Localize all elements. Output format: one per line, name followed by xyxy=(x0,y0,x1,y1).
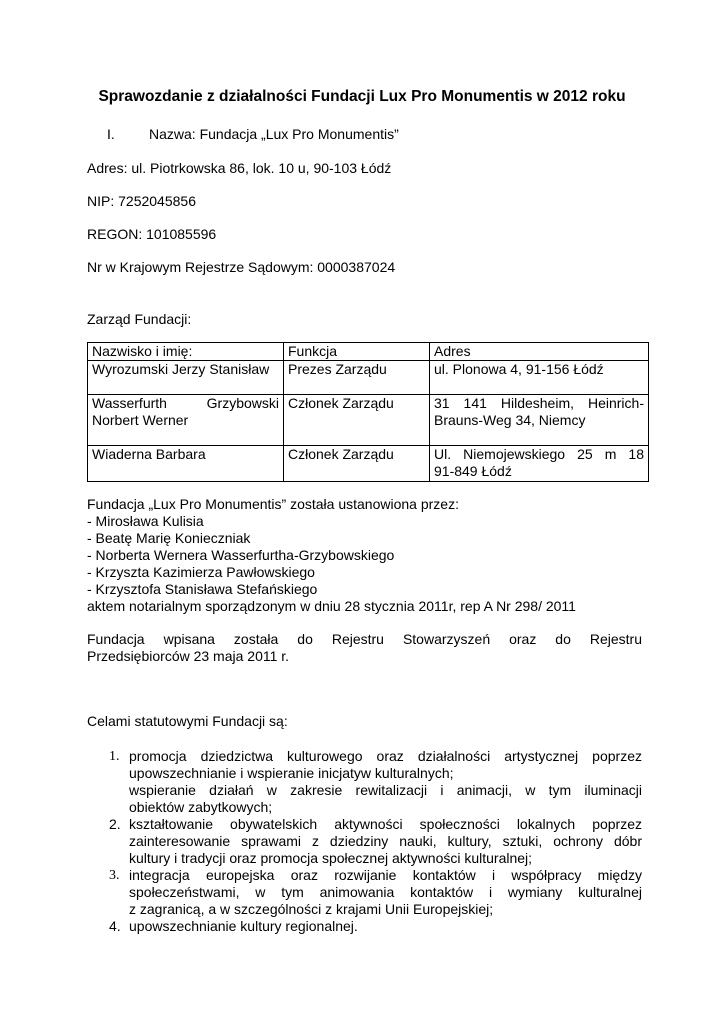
table-header-row xyxy=(88,343,649,361)
foundation-name: Nazwa: Fundacja „Lux Pro Monumentis” xyxy=(149,126,399,142)
table-row xyxy=(88,361,649,395)
list-item: 1. promocja dziedzictwa kulturowego oraz działalności artystycznej poprzez upowszechnianie i wspieranie inicjatyw kulturalnych; wspieranie działań w zakresie rewitalizacji i animacji, w tym iluminacji obiektów zabytkowych; xyxy=(109,748,642,815)
member-function: Prezes Zarządu xyxy=(284,361,430,395)
document-title: Sprawozdanie z działalności Fundacji Lux Pro Monumentis w 2012 roku xyxy=(98,88,626,105)
member-name: Wiaderna Barbara xyxy=(88,446,284,482)
founders-section xyxy=(87,496,642,615)
member-address: ul. Plonowa 4, 91-156 Łódź xyxy=(430,361,649,395)
board-heading: Zarząd Fundacji: xyxy=(87,311,192,327)
member-address: Ul. Niemojewskiego 25 m 18 91-849 Łódź xyxy=(430,446,649,482)
section-number: I. xyxy=(107,126,115,142)
krs-line: Nr w Krajowym Rejestrze Sądowym: 0000387024 xyxy=(87,259,396,275)
member-name: Wasserfurth Grzybowski Norbert Werner xyxy=(88,395,284,446)
table-row xyxy=(88,446,649,482)
list-item: 3. integracja europejska oraz rozwijanie kontaktów i współpracy między społeczeństwami, w tym animowania kontaktów i wymiany kulturalnej z zagranicą, a w szczególności z krajami Unii Europejskiej; xyxy=(109,867,642,917)
list-item: - Mirosława Kulisia xyxy=(87,513,204,529)
list-item: - Beatę Marię Konieczniak xyxy=(87,530,251,546)
notarial-act: aktem notarialnym sporządzonym w dniu 28 stycznia 2011r, rep A Nr 298/ 2011 xyxy=(87,598,576,614)
board-table xyxy=(87,342,649,482)
founders-intro: Fundacja „Lux Pro Monumentis” została ustanowiona przez: xyxy=(87,496,459,512)
list-item: - Norberta Wernera Wasserfurtha-Grzybowskiego xyxy=(87,547,395,563)
table-row xyxy=(88,395,649,446)
regon-line: REGON: 101085596 xyxy=(87,226,217,242)
list-item: 2. kształtowanie obywatelskich aktywności społeczności lokalnych poprzez zainteresowanie sprawami z dziedziny nauki, kultury, sztuki, ochrony dóbr kultury i tradycji oraz promocja społecznej aktywności kulturalnej; xyxy=(109,816,642,866)
list-item: 4. upowszechnianie kultury regionalnej. xyxy=(109,918,358,934)
member-function: Członek Zarządu xyxy=(284,395,430,446)
goals-list xyxy=(87,748,642,935)
list-item: - Krzysztofa Stanisława Stefańskiego xyxy=(87,581,318,597)
header-name: Nazwisko i imię: xyxy=(88,343,284,361)
section-name-line xyxy=(87,126,399,142)
list-item: - Krzyszta Kazimierza Pawłowskiego xyxy=(87,564,315,580)
header-function: Funkcja xyxy=(284,343,430,361)
nip-line: NIP: 7252045856 xyxy=(87,193,196,209)
member-address: 31 141 Hildesheim, Heinrich- Brauns-Weg 34, Niemcy xyxy=(430,395,649,446)
member-name: Wyrozumski Jerzy Stanisław xyxy=(88,361,284,395)
member-function: Członek Zarządu xyxy=(284,446,430,482)
header-address: Adres xyxy=(430,343,649,361)
goals-heading: Celami statutowymi Fundacji są: xyxy=(87,713,288,729)
registration-paragraph: Fundacja wpisana została do Rejestru Stowarzyszeń oraz do Rejestru Przedsiębiorców 23 maja 2011 r. xyxy=(87,631,642,664)
address-line: Adres: ul. Piotrkowska 86, lok. 10 u, 90-103 Łódź xyxy=(87,160,392,176)
